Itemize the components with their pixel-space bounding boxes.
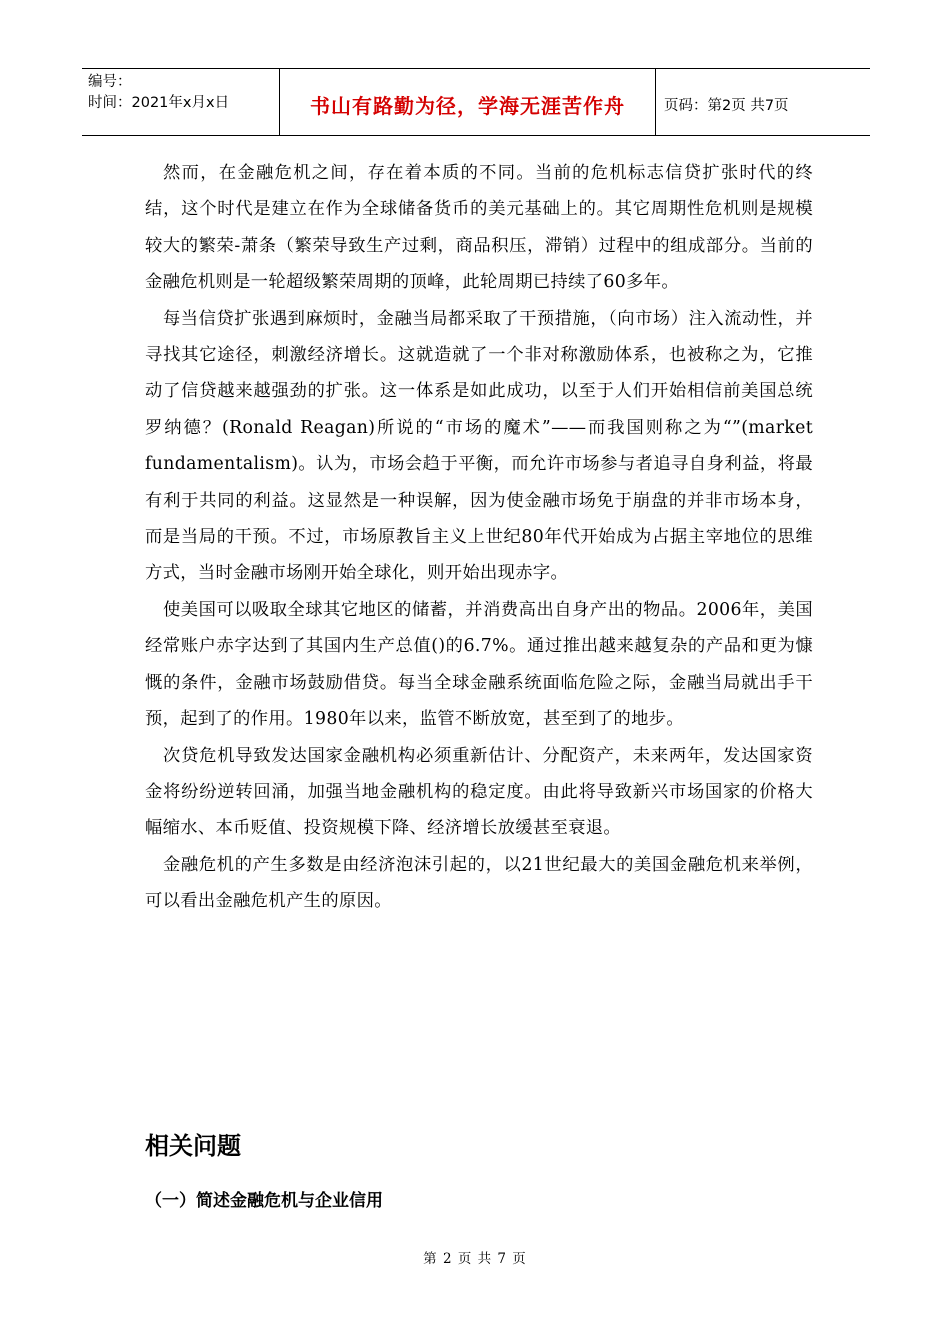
header-page-code: 页码：第2页 共7页 <box>664 97 789 114</box>
header-motto: 书山有路勤为径，学海无涯苦作舟 <box>280 69 656 135</box>
date-label: 时间：2021年x月x日 <box>88 95 230 111</box>
paragraph: 金融危机的产生多数是由经济泡沫引起的，以21世纪最大的美国金融危机来举例，可以看出金融危机产生的原因。 <box>145 854 813 912</box>
page-footer: 第 2 页 共 7 页 <box>423 1251 527 1267</box>
paragraph: 每当信贷扩张遇到麻烦时，金融当局都采取了干预措施，（向市场）注入流动性，并寻找其它途径，刺激经济增长。这就造就了一个非对称激励体系，也被称之为，它推动了信贷越来越强劲的扩张。这一体系是如此成功，以至于人们开始相信前美国总统罗纳德？(Ronald Reagan)所说的“市场的魔术”——而我国则称之为“”(market fundamentalism)。认为，市场会趋于平衡，而允许市场参与者追寻自身利益，将最有利于共同的利益。这显然是一种误解，因为使金融市场免于崩盘的并非市场本身，而是当局的干预。不过，市场原教旨主义上世纪80年代开始成为占据主宰地位的思维方式，当时金融市场刚开始全球化，则开始出现赤字。 <box>145 308 813 584</box>
section-title: 相关问题 <box>145 1132 241 1160</box>
number-label: 编号： <box>88 74 132 90</box>
header-meta <box>82 69 280 135</box>
paragraph: 然而，在金融危机之间，存在着本质的不同。当前的危机标志信贷扩张时代的终结，这个时代是建立在作为全球储备货币的美元基础上的。其它周期性危机则是规模较大的繁荣-萧条（繁荣导致生产过剩，商品积压，滞销）过程中的组成部分。当前的金融危机则是一轮超级繁荣周期的顶峰，此轮周期已持续了60多年。 <box>145 163 813 293</box>
sub-title: （一）简述金融危机与企业信用 <box>145 1191 383 1211</box>
paragraph: 次贷危机导致发达国家金融机构必须重新估计、分配资产，未来两年，发达国家资金将纷纷逆转回涌，加强当地金融机构的稳定度。由此将导致新兴市场国家的价格大幅缩水、本币贬值、投资规模下降、经济增长放缓甚至衰退。 <box>145 745 813 839</box>
paragraph: 使美国可以吸取全球其它地区的储蓄，并消费高出自身产出的物品。2006年，美国经常账户赤字达到了其国内生产总值()的6.7%。通过推出越来越复杂的产品和更为慷慨的条件，金融市场鼓励借贷。每当全球金融系统面临危险之际，金融当局就出手干预，起到了的作用。1980年以来，监管不断放宽，甚至到了的地步。 <box>145 599 813 730</box>
header-table <box>82 68 870 136</box>
document-body <box>145 155 813 920</box>
